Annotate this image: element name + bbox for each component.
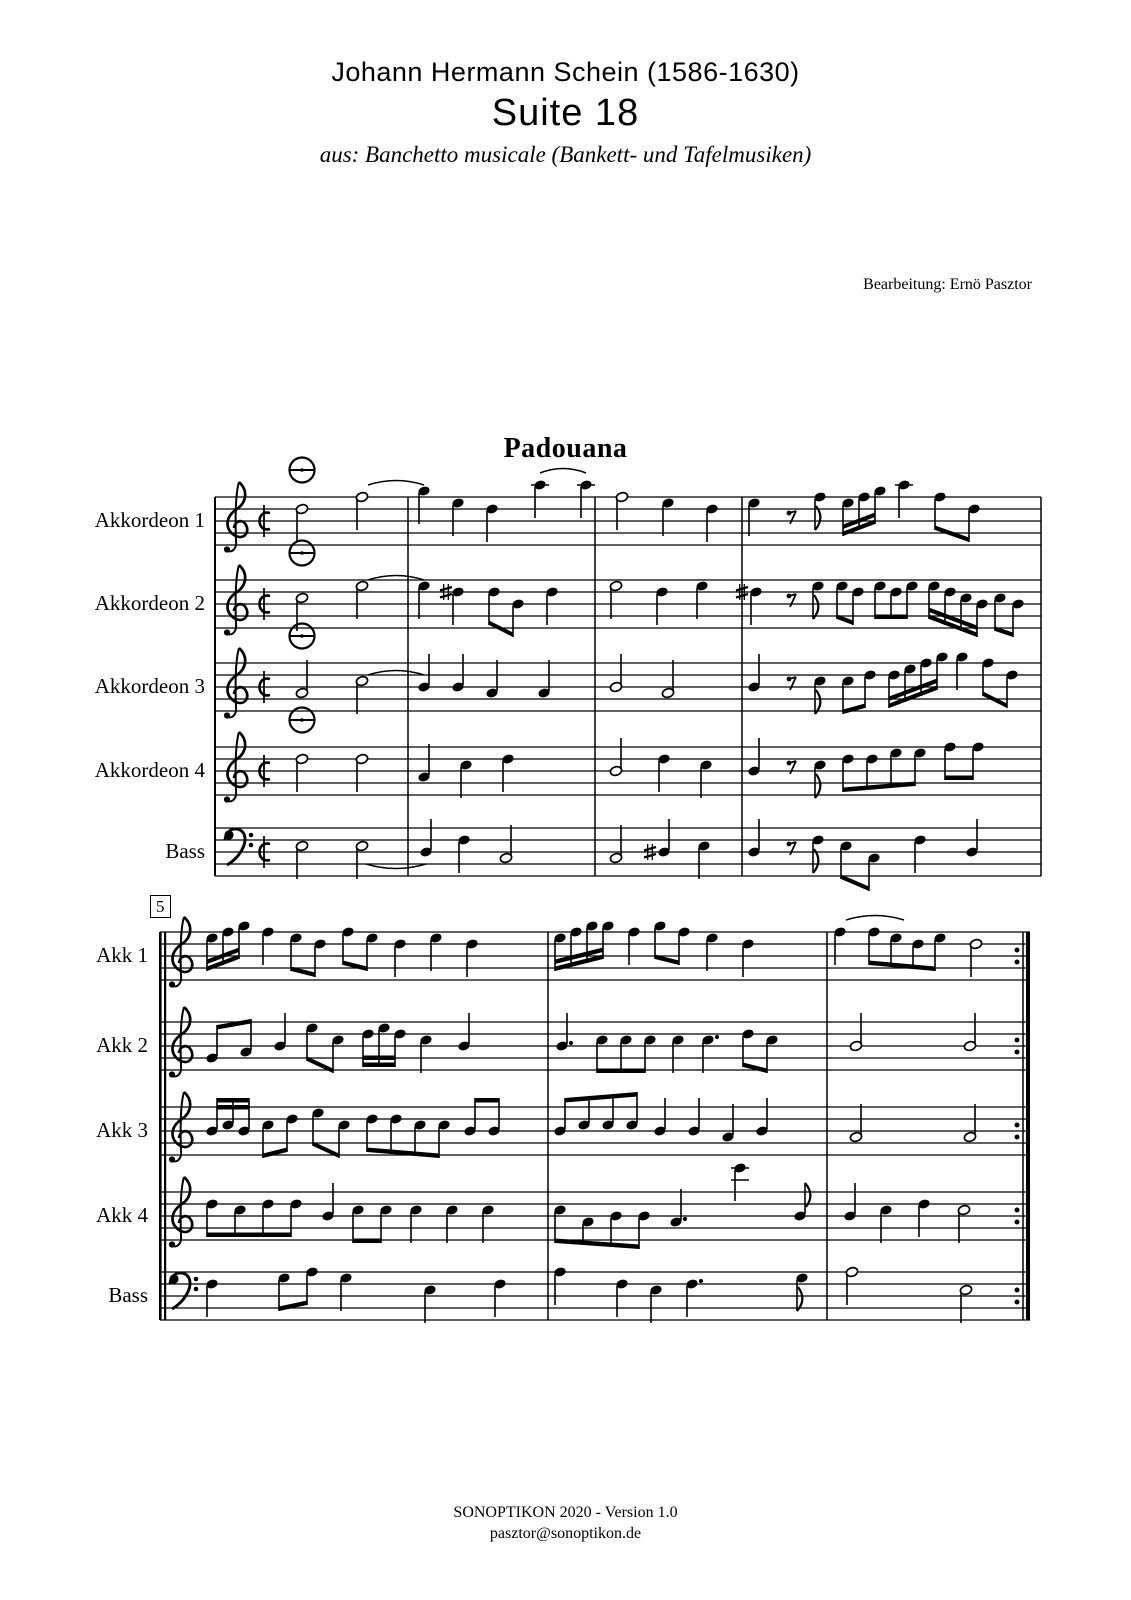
composer-line: Johann Hermann Schein (1586-1630) (331, 57, 800, 87)
rehearsal-mark: 5 (150, 895, 171, 918)
footer-email: pasztor@sonoptikon.de (489, 1525, 642, 1542)
piece-title: Suite 18 (491, 92, 640, 134)
staff-label-bass-2: Bass (108, 1283, 148, 1307)
piece-subtitle: aus: Banchetto musicale (Bankett- und Tafelmusiken) (319, 142, 812, 167)
staff-label-akkordeon-3: Akkordeon 3 (94, 674, 205, 698)
staff-label-akkordeon-2: Akkordeon 2 (94, 591, 205, 615)
staff-label-akkordeon-4: Akkordeon 4 (94, 758, 205, 782)
staff-label-akk-4: Akk 4 (96, 1203, 148, 1227)
staff-label-akk-1: Akk 1 (96, 943, 148, 967)
footer-publisher: SONOPTIKON 2020 - Version 1.0 (453, 1504, 678, 1521)
staff-label-akk-3: Akk 3 (96, 1118, 148, 1142)
arranger-credit: Bearbeitung: Ernö Pasztor (863, 276, 1032, 293)
staff-label-akk-2: Akk 2 (96, 1033, 148, 1057)
staff-label-bass-1: Bass (165, 839, 205, 863)
movement-title: Padouana (503, 433, 628, 464)
staff-label-akkordeon-1: Akkordeon 1 (94, 508, 205, 532)
